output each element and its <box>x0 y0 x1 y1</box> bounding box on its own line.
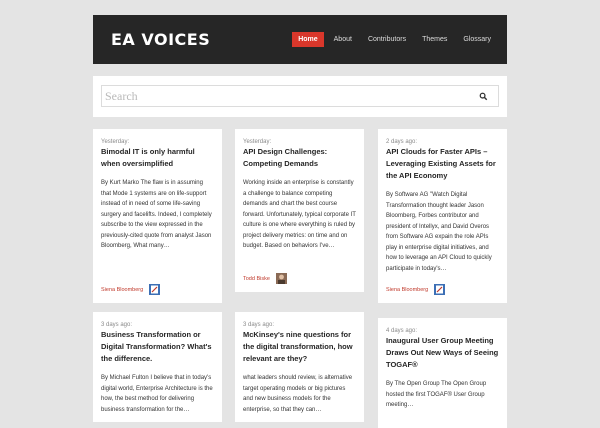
post-title[interactable]: Inaugural User Group Meeting Draws Out New Ways of Seeing TOGAF® <box>386 336 499 369</box>
post-title[interactable]: Bimodal IT is only harmful when oversimplified <box>101 147 195 168</box>
post-author[interactable]: Siena Bloomberg <box>101 286 144 293</box>
nav-glossary[interactable]: Glossary <box>463 36 491 43</box>
post-title[interactable]: McKinsey's nine questions for the digital transformation, how relevant are they? <box>243 330 353 363</box>
post-date: 3 days ago: <box>243 322 275 328</box>
post-footer <box>243 273 287 284</box>
post-title[interactable]: Business Transformation or Digital Transformation? What's the difference. <box>101 330 212 363</box>
post-title[interactable]: API Design Challenges: Competing Demands <box>243 147 328 168</box>
post-date: 3 days ago: <box>101 322 133 328</box>
avatar[interactable] <box>434 284 445 295</box>
post-card <box>378 318 507 428</box>
avatar[interactable] <box>276 273 287 284</box>
nav-contributors[interactable]: Contributors <box>367 36 407 43</box>
post-date: 4 days ago: <box>386 328 418 334</box>
post-author[interactable]: Siena Bloomberg <box>386 286 429 293</box>
post-excerpt: By Michael Fulton I believe that in today's digital world, Enterprise Architecture is the how, the best method for delivering business transformation for the… <box>101 375 213 413</box>
post-excerpt: By Software AG "Watch Digital Transformation thought leader Jason Bloomberg, Forbes contributor and president of Intellyx, and David Overos from Software AG expain the role APIs play in enterprise digital initiatives, and how to leverage an API Cloud to quickly participate in today's… <box>386 192 492 272</box>
post-title[interactable]: API Clouds for Faster APIs – Leveraging Existing Assets for the API Economy <box>386 147 496 180</box>
post-date: Yesterday: <box>101 139 130 145</box>
search-input[interactable] <box>105 88 465 104</box>
search-panel <box>93 76 507 117</box>
post-footer <box>386 284 445 295</box>
post-card <box>235 129 364 292</box>
post-date: Yesterday: <box>243 139 272 145</box>
post-card <box>93 312 222 422</box>
nav-home[interactable]: Home <box>292 32 323 47</box>
post-card <box>378 129 507 303</box>
nav-themes[interactable]: Themes <box>422 36 448 43</box>
search-box <box>101 85 499 107</box>
post-excerpt: By Kurt Marko The flaw is in assuming that Mode 1 systems are on life-support instead of in need of some life-saving surgery and facelifts. Indeed, I completely subscribe to the view expressed in the previously-cited quote from analyst Jason Bloomberg, What many… <box>101 180 212 249</box>
main-nav <box>292 32 497 47</box>
post-footer <box>101 284 160 295</box>
post-excerpt: By The Open Group The Open Group hosted the first TOGAF® User Group meeting… <box>386 381 487 408</box>
avatar[interactable] <box>149 284 160 295</box>
post-author[interactable]: Todd Biske <box>243 275 270 282</box>
post-card <box>235 312 364 422</box>
search-icon[interactable] <box>479 92 488 101</box>
post-card <box>93 129 222 303</box>
post-excerpt: what leaders should review, is alternative target operating models or big pictures and new business models for the enterprise, so that they can… <box>243 375 353 413</box>
post-date: 2 days ago: <box>386 139 418 145</box>
site-header <box>93 15 507 64</box>
site-logo[interactable]: EA VOICES <box>111 30 211 49</box>
nav-about[interactable]: About <box>333 36 352 43</box>
post-excerpt: Working inside an enterprise is constantly a challenge to balance competing demands and chart the best course forward. Unfortunately, typical corporate IT culture is one where everything is ruled by project delivery metrics: on time and on budget. Based on behaviors I've… <box>243 180 356 249</box>
